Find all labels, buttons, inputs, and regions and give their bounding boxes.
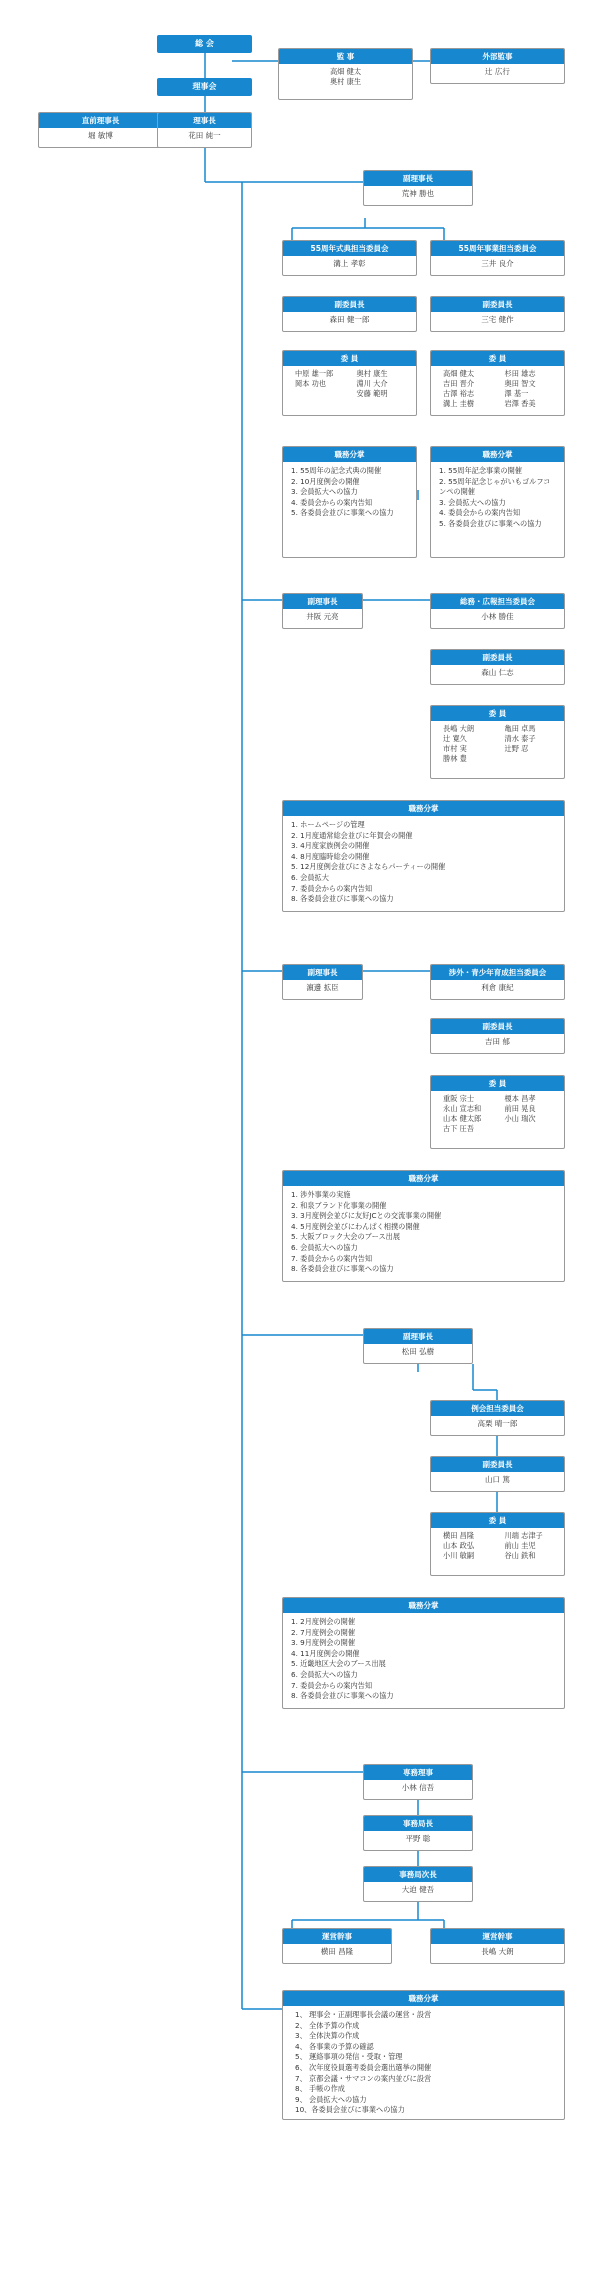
secretariat-deputy-box <box>363 1866 473 1902</box>
operating-secretary-2-title: 運営幹事 <box>431 1929 564 1944</box>
vice-president-1-name: 荒神 勝也 <box>401 189 435 198</box>
g3-duties-list: 1. 渉外事業の実施 2. 和泉ブランド化事業の開催 3. 3月度例会並びに友好JCとの交流事業の開催 4. 5月度例会並びにわんぱく相撲の開催 5. 大阪ブロック大会のブース出展 6. 会員拡大への協力 7. 委員会からの案内告知 8. 各委員会並びに事業への協力 <box>291 1190 442 1274</box>
c2-vice-chair-box <box>430 296 565 332</box>
president-box <box>157 112 252 148</box>
secretariat-chief-box <box>363 1815 473 1851</box>
external-auditor-box <box>430 48 565 84</box>
general-assembly-box: 総 会 <box>157 35 252 53</box>
committee-external-youth-chair: 利倉 康紀 <box>481 983 514 992</box>
c1-members-box <box>282 350 417 416</box>
g2-duties-list: 1. ホームページの管理 2. 1月度通常総会並びに年賀会の開催 3. 4月度家族例会の開催 4. 8月度臨時総会の開催 5. 12月度例会並びにさよならパーティーの開催 6. 会員拡大 7. 委員会からの案内告知 8. 各委員会並びに事業への協力 <box>291 820 446 904</box>
past-president-name: 堀 敏博 <box>88 131 113 140</box>
g2-vice-chair-title: 副委員長 <box>431 650 564 665</box>
c2-duties-box <box>430 446 565 558</box>
committee-general-pr-title: 総務・広報担当委員会 <box>431 594 564 609</box>
committee-meeting-box <box>430 1400 565 1436</box>
board-box: 理事会 <box>157 78 252 96</box>
managing-director-name: 小林 信吾 <box>401 1783 435 1792</box>
office-duties-box <box>282 1990 565 2120</box>
g4-duties-box <box>282 1597 565 1709</box>
g3-duties-title: 職務分掌 <box>283 1171 564 1186</box>
g3-vice-chair-box <box>430 1018 565 1054</box>
office-duties-title: 職務分掌 <box>283 1991 564 2006</box>
operating-secretary-1-title: 運営幹事 <box>283 1929 391 1944</box>
committee-external-youth-box <box>430 964 565 1000</box>
c1-vice-chair-box <box>282 296 417 332</box>
operating-secretary-2-name: 長嶋 大朗 <box>481 1947 514 1956</box>
c1-vice-chair-title: 副委員長 <box>283 297 416 312</box>
c1-vice-chair-name: 森田 健一郎 <box>329 315 370 324</box>
g2-duties-box <box>282 800 565 912</box>
g4-duties-list: 1. 2月度例会の開催 2. 7月度例会の開催 3. 9月度例会の開催 4. 11月度例会の開催 5. 近畿地区大会のブース出展 6. 会員拡大への協力 7. 委員会からの案内告知 8. 各委員会並びに事業への協力 <box>291 1617 394 1701</box>
g2-members-box <box>430 705 565 779</box>
committee-55-ceremony-box <box>282 240 417 276</box>
committee-55-ceremony-title: 55周年式典担当委員会 <box>283 241 416 256</box>
secretariat-deputy-title: 事務局次長 <box>364 1867 472 1882</box>
g4-vice-chair-title: 副委員長 <box>431 1457 564 1472</box>
vice-president-1-title: 副理事長 <box>364 171 472 186</box>
g3-members-list: 重阪 宗士 榎本 昌孝 永山 宣志和 前田 晃良 山本 健太郎 小山 瑞次 古下 圧吾 <box>443 1094 536 1133</box>
c2-members-title: 委 員 <box>431 351 564 366</box>
vice-president-2-title: 副理事長 <box>283 594 362 609</box>
g2-vice-chair-name: 森山 仁志 <box>481 668 514 677</box>
auditor-title: 監 事 <box>279 49 412 64</box>
committee-general-pr-chair: 小林 勝佳 <box>481 612 514 621</box>
committee-55-project-title: 55周年事業担当委員会 <box>431 241 564 256</box>
committee-meeting-chair: 高栗 晴一郎 <box>477 1419 518 1428</box>
committee-55-project-box <box>430 240 565 276</box>
secretariat-deputy-name: 大迫 健吾 <box>401 1885 435 1894</box>
committee-meeting-title: 例会担当委員会 <box>431 1401 564 1416</box>
c2-vice-chair-name: 三宅 健作 <box>481 315 514 324</box>
g2-vice-chair-box <box>430 649 565 685</box>
vice-president-3-name: 濵邊 拡臣 <box>306 983 339 992</box>
g3-vice-chair-name: 吉田 郁 <box>485 1037 510 1046</box>
vice-president-2-box <box>282 593 363 629</box>
past-president-title: 直前理事長 <box>39 113 162 128</box>
past-president-box <box>38 112 163 148</box>
secretariat-chief-title: 事務局長 <box>364 1816 472 1831</box>
external-auditor-title: 外部監事 <box>431 49 564 64</box>
g2-members-list: 長嶋 大朗 亀田 卓馬 辻 寛久 清水 泰子 市村 実 辻野 忍 勝林 豊 <box>443 724 536 763</box>
g4-vice-chair-box <box>430 1456 565 1492</box>
committee-general-pr-box <box>430 593 565 629</box>
c2-duties-list: 1. 55周年記念事業の開催 2. 55周年記念じゃがいもゴルフコンペの開催 3. 会員拡大への協力 4. 委員会からの案内告知 5. 各委員会並びに事業への協力 <box>439 466 551 528</box>
g4-duties-title: 職務分掌 <box>283 1598 564 1613</box>
committee-55-ceremony-chair: 溝上 孝彰 <box>333 259 366 268</box>
vice-president-4-box <box>363 1328 473 1364</box>
vice-president-1-box <box>363 170 473 206</box>
operating-secretary-1-name: 横田 昌隆 <box>320 1947 354 1956</box>
g4-members-box <box>430 1512 565 1576</box>
secretariat-chief-name: 平野 聡 <box>405 1834 431 1843</box>
g4-vice-chair-name: 山口 篤 <box>485 1475 510 1484</box>
c1-members-title: 委 員 <box>283 351 416 366</box>
g2-members-title: 委 員 <box>431 706 564 721</box>
committee-external-youth-title: 渉外・青少年育成担当委員会 <box>431 965 564 980</box>
g4-members-list: 横田 昌隆 川端 志津子 山本 政弘 前山 圭児 小川 敏嗣 谷山 鉄和 <box>443 1531 543 1560</box>
office-duties-list: 1、 理事会・正副理事長会議の運営・設営 2、 全体予算の作成 3、 全体決算の作成 4、 各事業の予算の確認 5、 運絡事項の発信・受取・管理 6、 次年度役員選考委員会選出選挙の開催 7、 京都会議・サマコンの案内並びに設営 8、 手帳の作成 9、 会員拡大への協力 10、各委員会並びに事業への協力 <box>295 2010 432 2115</box>
operating-secretary-1-box <box>282 1928 392 1964</box>
vice-president-2-name: 井阪 元亮 <box>306 612 339 621</box>
g3-members-box <box>430 1075 565 1149</box>
committee-55-project-chair: 三井 良介 <box>481 259 514 268</box>
c2-vice-chair-title: 副委員長 <box>431 297 564 312</box>
auditor-box <box>278 48 413 100</box>
external-auditor-name: 辻 広行 <box>485 67 510 76</box>
c2-members-box <box>430 350 565 416</box>
c1-duties-box <box>282 446 417 558</box>
vice-president-3-box <box>282 964 363 1000</box>
c2-duties-title: 職務分掌 <box>431 447 564 462</box>
g3-members-title: 委 員 <box>431 1076 564 1091</box>
managing-director-title: 専務理事 <box>364 1765 472 1780</box>
president-name: 花田 純一 <box>188 131 221 140</box>
operating-secretary-2-box <box>430 1928 565 1964</box>
president-title: 理事長 <box>158 113 251 128</box>
g4-members-title: 委 員 <box>431 1513 564 1528</box>
c1-duties-list: 1. 55周年の記念式典の開催 2. 10月度例会の開催 3. 会員拡大への協力 4. 委員会からの案内告知 5. 各委員会並びに事業への協力 <box>291 466 394 518</box>
vice-president-4-title: 副理事長 <box>364 1329 472 1344</box>
c1-members-list: 中原 雄一郎 奥村 康生 岡本 功也 淵川 大介 安藤 範明 <box>295 369 388 398</box>
managing-director-box <box>363 1764 473 1800</box>
g2-duties-title: 職務分掌 <box>283 801 564 816</box>
c1-duties-title: 職務分掌 <box>283 447 416 462</box>
g3-duties-box <box>282 1170 565 1282</box>
vice-president-3-title: 副理事長 <box>283 965 362 980</box>
g3-vice-chair-title: 副委員長 <box>431 1019 564 1034</box>
auditor-names: 高畑 健太 奥村 康生 <box>329 67 362 86</box>
vice-president-4-name: 松田 弘樹 <box>401 1347 435 1356</box>
c2-members-list: 高畑 健太 杉田 雄志 吉田 晋介 奥田 智文 古澤 裕志 澤 基一 溝上 圭樹 岩澤 香美 <box>443 369 536 408</box>
